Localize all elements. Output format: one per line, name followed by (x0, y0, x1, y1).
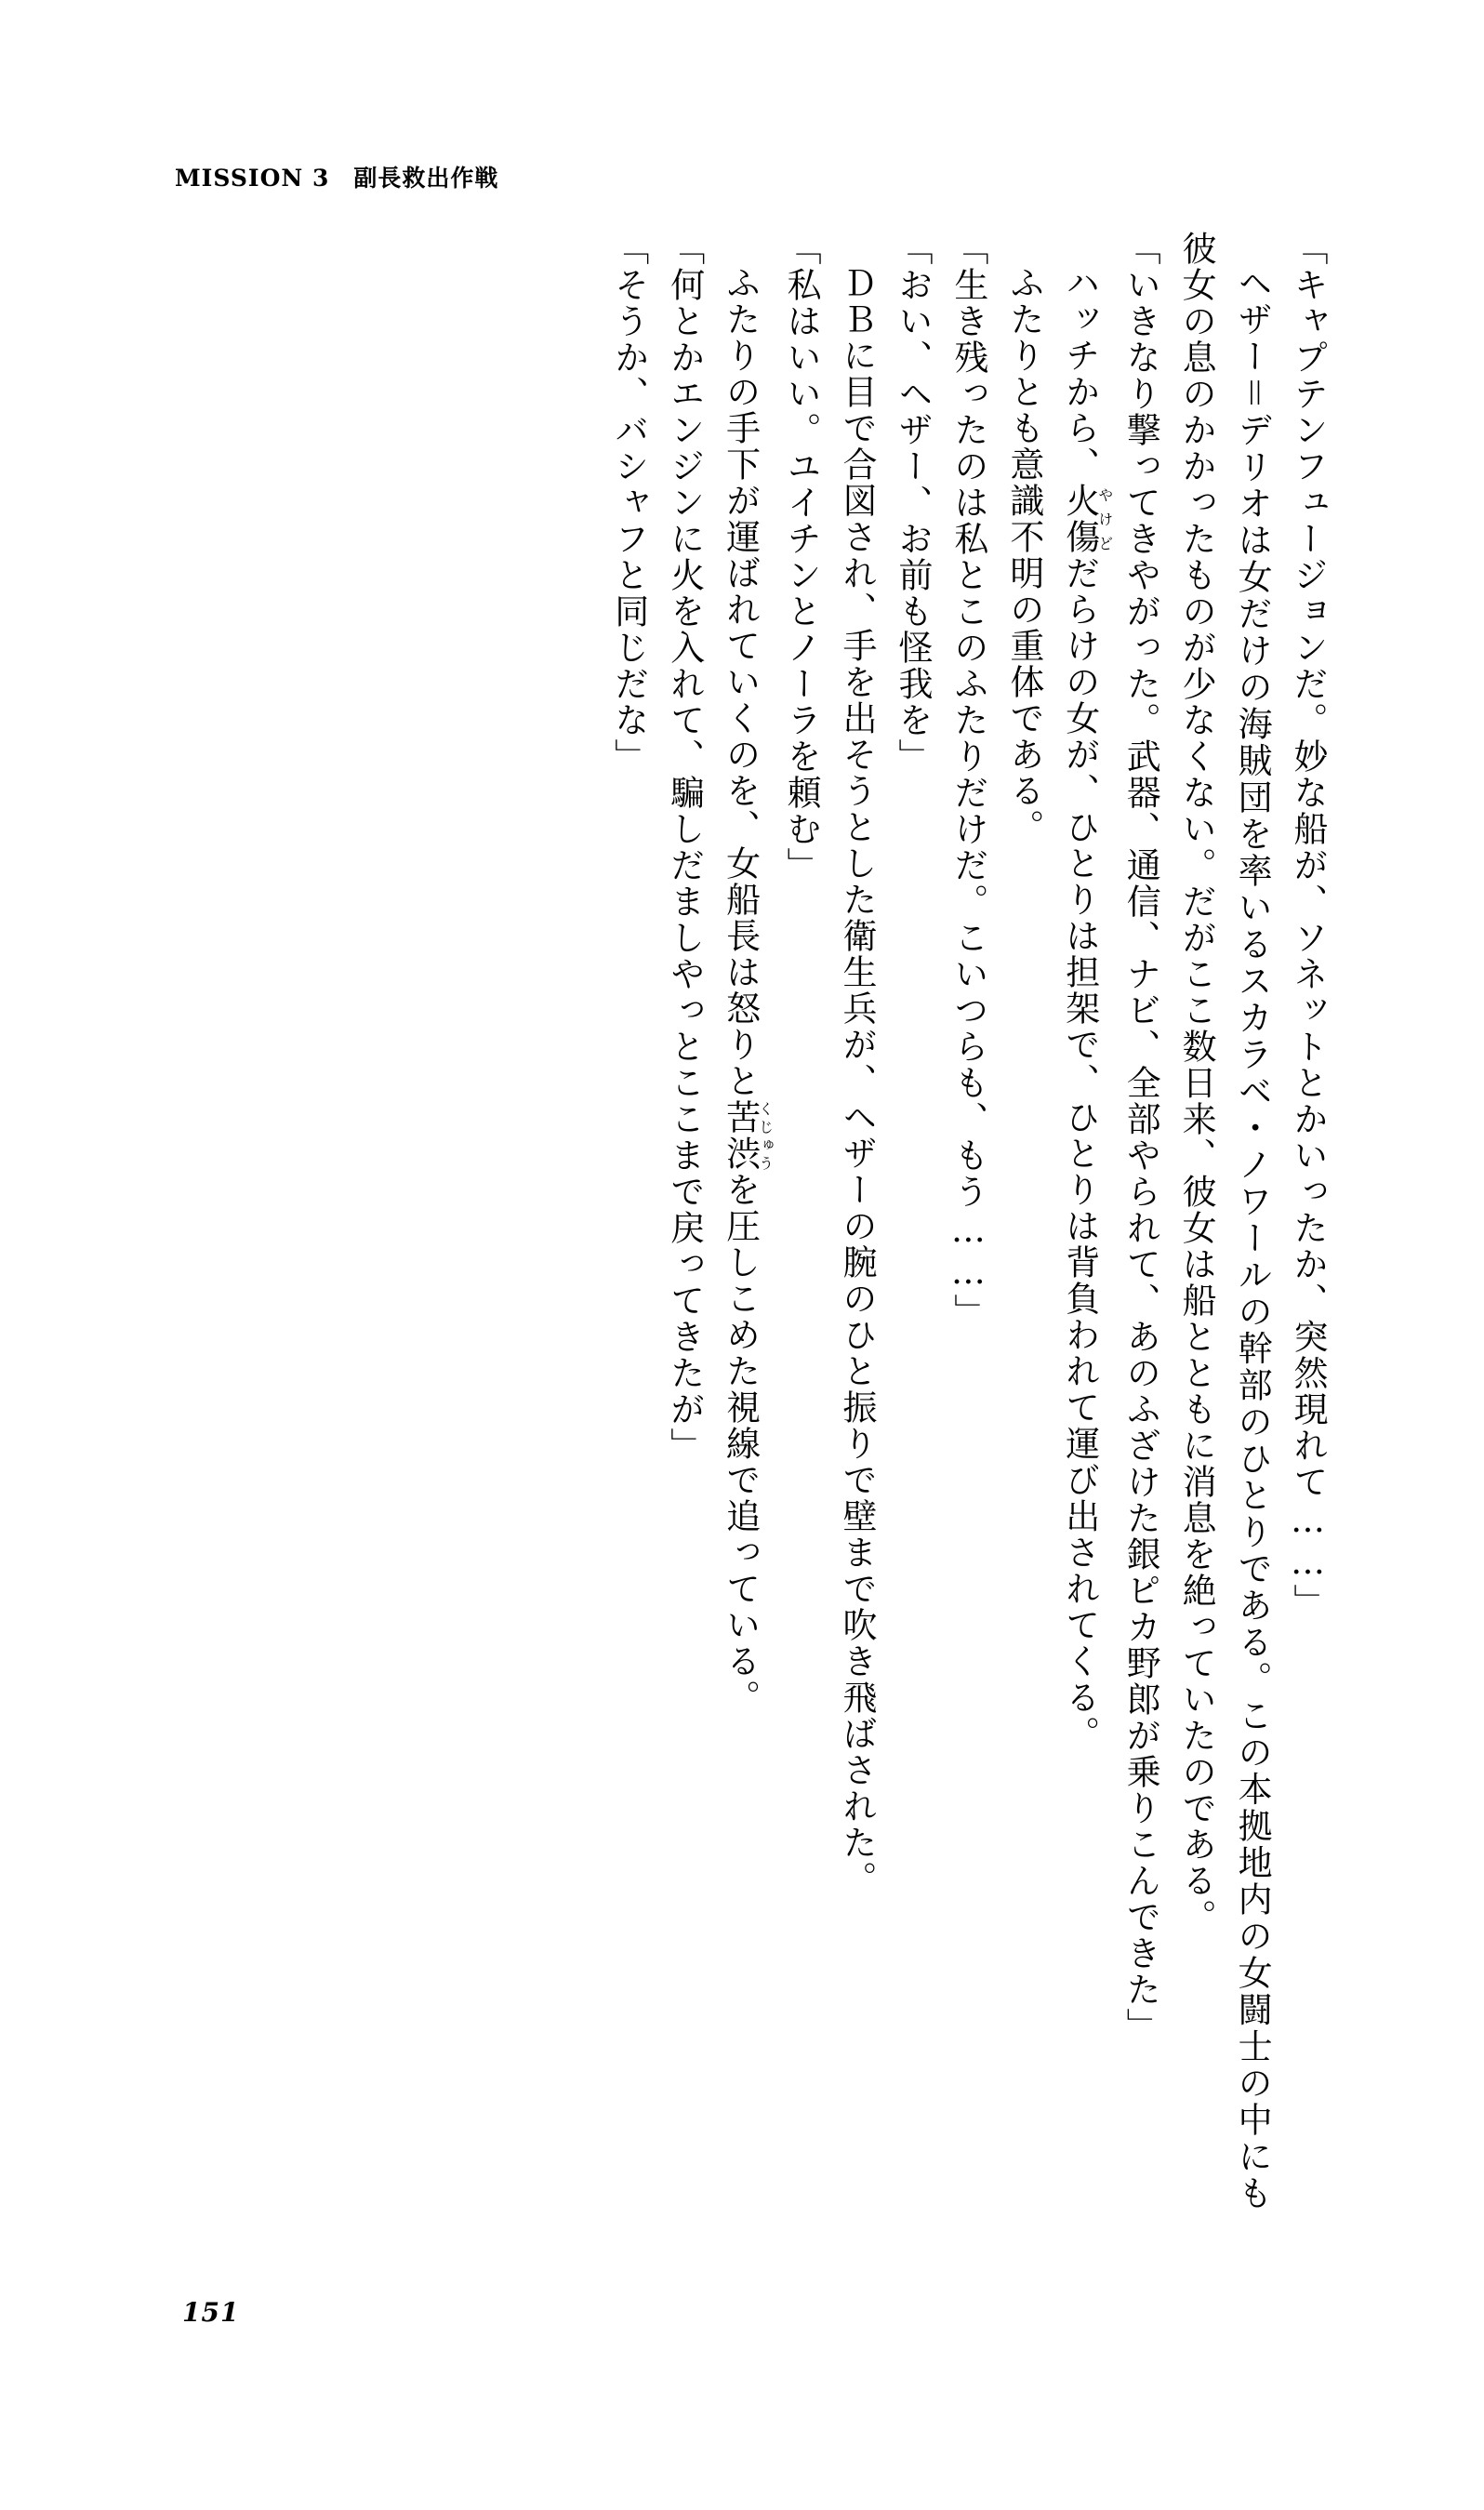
body-text-area (154, 231, 1335, 2221)
paragraph: 「生き残ったのは私とこのふたりだけだ。こいつらも、もう……」 (947, 231, 988, 1330)
paragraph: 「いきなり撃ってきやがった。武器、通信、ナビ、全部やられて、あのふざけた銀ピカ野郎が乗りこんできた」 (1120, 231, 1161, 2044)
paragraph: 「キャプテンフュージョンだ。妙な船が、ソネットとかいったか、突然現れて……」 (1288, 231, 1328, 1620)
page-number: 151 (182, 2297, 240, 2328)
paragraph: 「私はいい。ユイチンとノーラを頼む」 (781, 231, 822, 883)
paragraph: ハッチから、火傷やけどだらけの女が、ひとりは担架で、ひとりは背負われて運び出されてくる。 (1059, 265, 1114, 1752)
paragraph: ふたりの手下が運ばれていくのを、女船長は怒りと苦渋くじゅうを圧しこめた視線で追っている。 (720, 265, 775, 1716)
paragraph: ＤＢに目で合図され、手を出そうとした衛生兵が、ヘザーの腕のひと振りで壁まで吹き飛ばされた。 (837, 265, 877, 1897)
paragraph: ふたりとも意識不明の重体である。 (1003, 265, 1044, 845)
paragraph: 「何とかエンジンに火を入れて、騙しだましやっとここまで戻ってきたが」 (664, 231, 705, 1464)
running-head-mission: MISSION 3 (175, 165, 330, 192)
paragraph: 「そうか、バシャフと同じだな」 (608, 231, 649, 775)
vertical-text-flow (154, 231, 1335, 2211)
running-head (175, 160, 498, 193)
paragraph: 「おい、ヘザー、お前も怪我を」 (892, 231, 933, 775)
paragraph: ヘザー＝デリオは女だけの海賊団を率いるスカラベ・ノワールの幹部のひとりである。この本拠地内の女闘士の中にも彼女の息のかかったものが少なくない。だがここ数日来、彼女は船とともに消息を絶っていたのである。 (1176, 231, 1273, 2211)
running-head-chapter-title: 副長救出作戦 (353, 165, 499, 192)
